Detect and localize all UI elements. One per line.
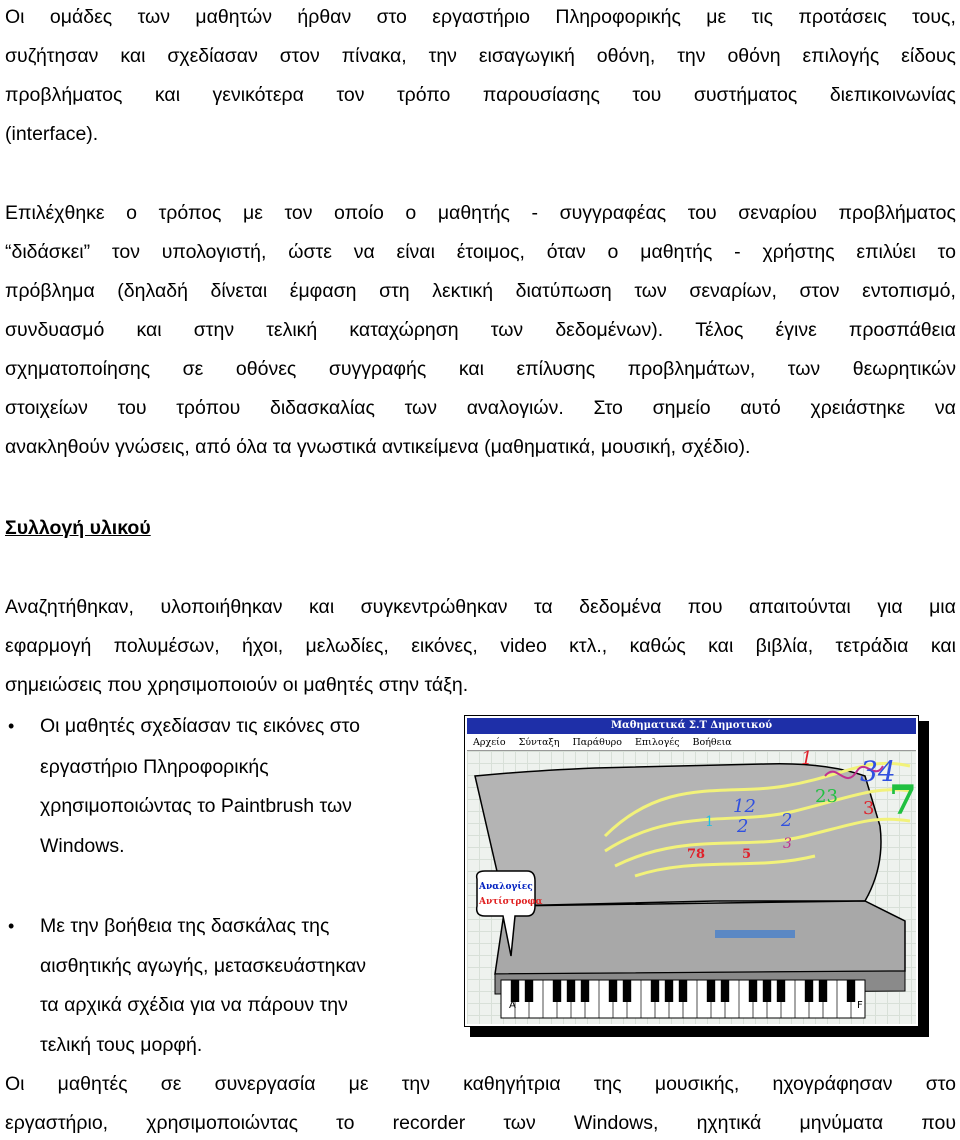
- word: εργαστήριο,: [5, 1112, 109, 1134]
- word: ήρθαν: [297, 6, 352, 28]
- para3-line: [5, 634, 956, 658]
- word: “διδάσκει”: [5, 241, 91, 263]
- word: παρουσίασης: [482, 84, 600, 106]
- word: μαθητές: [57, 1073, 128, 1095]
- word: σε: [182, 358, 204, 380]
- para2-line: ανακληθούν γνώσεις, από όλα τα γνωστικά αντικείμενα (μαθηματικά, μουσική, σχέδιο).: [5, 436, 751, 458]
- note-number: 1: [801, 748, 813, 769]
- word: είναι: [396, 241, 435, 263]
- word: διεπικοινωνίας: [829, 84, 956, 106]
- word: στο: [376, 6, 407, 28]
- word: είδους: [901, 45, 956, 67]
- word: σεναρίων,: [689, 280, 777, 302]
- word: χρήστης: [762, 241, 835, 263]
- note-number: 2: [737, 816, 749, 837]
- word: τις: [751, 6, 774, 28]
- para2-line: [5, 240, 956, 264]
- black-key: [805, 980, 813, 1002]
- word: προβλήματος: [5, 84, 123, 106]
- word: και: [930, 635, 956, 657]
- menu-item-edit: Σύνταξη: [518, 737, 560, 748]
- word: προβλήματος: [838, 202, 956, 224]
- word: του: [117, 397, 147, 419]
- para2-line: [5, 357, 956, 381]
- word: ο: [405, 202, 417, 224]
- word: καταχώρηση: [349, 319, 459, 341]
- word: ήχοι,: [242, 635, 284, 657]
- black-key: [777, 980, 785, 1002]
- para3-line: σημειώσεις που χρησιμοποιούν οι μαθητές στην τάξη.: [5, 674, 469, 696]
- word: ώστε: [288, 241, 332, 263]
- word: γενικότερα: [212, 84, 304, 106]
- word: οθόνη,: [596, 45, 656, 67]
- bullet-text-line: τα αρχικά σχέδια για να πάρουν την: [40, 994, 348, 1016]
- word: -: [531, 202, 539, 224]
- word: και: [120, 45, 146, 67]
- word: χρειάστηκε: [810, 397, 906, 419]
- word: πολυμέσων,: [113, 635, 220, 657]
- word: βιβλία,: [755, 635, 814, 657]
- black-key: [819, 980, 827, 1002]
- word: επιλογής: [802, 45, 880, 67]
- word: σε: [160, 1073, 182, 1095]
- word: τετράδια: [835, 635, 909, 657]
- black-key: [553, 980, 561, 1002]
- bullet-text-line: χρησιμοποιώντας το Paintbrush των: [40, 795, 352, 817]
- bubble-label: Αναλογίες: [479, 882, 533, 892]
- word: οποίο: [334, 202, 384, 224]
- word: Οι: [5, 6, 25, 28]
- black-key: [763, 980, 771, 1002]
- word: τον: [111, 241, 140, 263]
- word: έμφαση: [289, 280, 357, 302]
- word: εικόνες,: [411, 635, 478, 657]
- black-key: [567, 980, 575, 1002]
- section-heading: Συλλογή υλικού: [5, 517, 151, 539]
- word: στη: [379, 280, 410, 302]
- word: εργαστήριο: [432, 6, 530, 28]
- word: αναλογιών.: [466, 397, 564, 419]
- word: ηχογράφησαν: [772, 1073, 893, 1095]
- word: συγγραφέας: [559, 202, 667, 224]
- black-key: [623, 980, 631, 1002]
- word: τον: [336, 84, 365, 106]
- word: μουσικής,: [654, 1073, 740, 1095]
- word: στον: [279, 45, 320, 67]
- intro-line: [5, 83, 956, 107]
- word: των: [490, 319, 524, 341]
- word: και: [136, 319, 162, 341]
- bullet-marker: •: [8, 716, 15, 736]
- black-key: [651, 980, 659, 1002]
- word: κτλ.,: [569, 635, 608, 657]
- word: των: [404, 397, 437, 419]
- key-label: A: [509, 1000, 516, 1011]
- piano-illustration: [465, 716, 918, 1026]
- word: στο: [925, 1073, 956, 1095]
- word: των: [503, 1112, 536, 1134]
- word: έτοιμος,: [456, 241, 525, 263]
- word: πίνακα,: [341, 45, 407, 67]
- bullet-text-line: Με την βοήθεια της δασκάλας της: [40, 915, 330, 937]
- word: μια: [929, 596, 956, 618]
- word: με: [348, 1073, 369, 1095]
- word: που: [687, 596, 723, 618]
- word: το: [336, 1112, 355, 1134]
- word: συνδυασμό: [5, 319, 105, 341]
- word: μαθητής: [437, 202, 510, 224]
- word: στοιχείων: [5, 397, 88, 419]
- word: όταν: [546, 241, 586, 263]
- word: απαιτούνται: [748, 596, 851, 618]
- word: ο: [126, 202, 138, 224]
- word: υλοποιήθηκαν: [160, 596, 283, 618]
- word: ομάδες: [49, 6, 113, 28]
- menu-item-file: Αρχείο: [473, 737, 506, 748]
- word: συστήματος: [693, 84, 798, 106]
- caption-strip: [715, 930, 795, 938]
- black-key: [665, 980, 673, 1002]
- black-key: [721, 980, 729, 1002]
- word: λεκτική: [432, 280, 494, 302]
- word: δεδομένων).: [555, 319, 664, 341]
- word: του: [632, 84, 662, 106]
- word: υπολογιστή,: [161, 241, 267, 263]
- word: να: [353, 241, 375, 263]
- word: ο: [607, 241, 619, 263]
- para3-line: [5, 595, 956, 619]
- black-key: [609, 980, 617, 1002]
- menu-item-options: Επιλογές: [634, 737, 680, 748]
- bullet-text-line: Windows.: [40, 835, 125, 857]
- menu-item-help: Βοήθεια: [692, 737, 732, 748]
- note-number: 1: [705, 814, 714, 830]
- bullet-text-line: τελική τους μορφή.: [40, 1034, 203, 1056]
- word: μηνύματα: [799, 1112, 884, 1134]
- intro-line: [5, 44, 956, 68]
- word: recorder: [392, 1112, 466, 1134]
- word: οθόνη: [727, 45, 781, 67]
- word: συζήτησαν: [5, 45, 99, 67]
- word: χρησιμοποιώντας: [146, 1112, 299, 1134]
- word: καθηγήτρια: [463, 1073, 561, 1095]
- word: την: [677, 45, 706, 67]
- word: συγκεντρώθηκαν: [360, 596, 508, 618]
- word: video: [500, 635, 547, 657]
- word: σχηματοποίησης: [5, 358, 151, 380]
- word: προτάσεις: [798, 6, 887, 28]
- note-number: 3: [783, 836, 792, 852]
- word: συγγραφής: [328, 358, 427, 380]
- word: οθόνες: [235, 358, 297, 380]
- word: του: [687, 202, 717, 224]
- word: σημείο: [652, 397, 711, 419]
- para2-line: [5, 318, 956, 342]
- black-key: [511, 980, 519, 1002]
- key-label: F: [857, 1000, 863, 1011]
- word: σχεδίασαν: [167, 45, 258, 67]
- word: με: [242, 202, 263, 224]
- note-number: 23: [815, 786, 838, 807]
- word: των: [634, 280, 667, 302]
- word: στην: [193, 319, 235, 341]
- word: δεδομένα: [579, 596, 662, 618]
- word: και: [458, 358, 484, 380]
- menu-item-window: Παράθυρο: [572, 737, 622, 748]
- word: το: [937, 241, 956, 263]
- word: τρόπου: [176, 397, 241, 419]
- word: μαθητών: [195, 6, 272, 28]
- word: επιλύει: [856, 241, 916, 263]
- note-number: 12: [733, 796, 756, 817]
- word: εφαρμογή: [5, 635, 92, 657]
- word: προσπάθεια: [848, 319, 956, 341]
- app-screenshot-figure: [464, 715, 923, 1031]
- word: με: [706, 6, 727, 28]
- word: (δηλαδή: [117, 280, 188, 302]
- word: Στο: [593, 397, 623, 419]
- bullet-text-line: εργαστήριο Πληροφορικής: [40, 756, 269, 778]
- word: την: [428, 45, 457, 67]
- word: τρόπο: [396, 84, 451, 106]
- note-number: 34: [860, 755, 896, 788]
- word: Αναζητήθηκαν,: [5, 596, 134, 618]
- word: ηχητικά: [696, 1112, 762, 1134]
- word: πρόβλημα: [5, 280, 95, 302]
- word: τελική: [266, 319, 318, 341]
- word: και: [708, 635, 734, 657]
- note-number: 78: [687, 847, 706, 862]
- word: -: [734, 241, 741, 263]
- note-number: 2: [781, 810, 793, 831]
- word: έγινε: [775, 319, 817, 341]
- black-key: [847, 980, 855, 1002]
- intro-line: (interface).: [5, 123, 99, 145]
- app-title-bar: Μαθηματικά Σ.Τ Δημοτικού: [467, 718, 916, 734]
- para2-line: [5, 396, 956, 420]
- para4-line: [5, 1072, 956, 1096]
- word: των: [787, 358, 821, 380]
- black-key: [525, 980, 533, 1002]
- word: που: [921, 1112, 956, 1134]
- bullet-text-line: Οι μαθητές σχεδίασαν τις εικόνες στο: [40, 715, 361, 737]
- word: τον: [284, 202, 313, 224]
- word: μαθητής: [640, 241, 713, 263]
- bubble-label: Αντίστροφα: [479, 897, 543, 907]
- word: σεναρίου: [738, 202, 817, 224]
- black-key: [707, 980, 715, 1002]
- word: εισαγωγική: [478, 45, 575, 67]
- note-number: 3: [863, 798, 875, 819]
- word: να: [934, 397, 956, 419]
- word: μελωδίες,: [305, 635, 389, 657]
- word: καθώς: [629, 635, 686, 657]
- word: εντοπισμό,: [862, 280, 956, 302]
- word: την: [401, 1073, 431, 1095]
- word: Τέλος: [695, 319, 744, 341]
- word: Πληροφορικής: [555, 6, 681, 28]
- bullet-marker: •: [8, 916, 15, 936]
- word: θεωρητικών: [852, 358, 956, 380]
- word: διατύπωση: [515, 280, 612, 302]
- word: τρόπος: [158, 202, 222, 224]
- word: των: [137, 6, 170, 28]
- word: συνεργασία: [214, 1073, 316, 1095]
- word: αυτό: [740, 397, 781, 419]
- note-number: 7: [889, 777, 917, 824]
- word: τους,: [912, 6, 956, 28]
- note-number: 5: [742, 847, 752, 862]
- black-key: [581, 980, 589, 1002]
- app-window: [464, 715, 919, 1027]
- para2-line: [5, 279, 956, 303]
- word: προβλημάτων,: [627, 358, 756, 380]
- word: Επιλέχθηκε: [5, 202, 105, 224]
- word: Οι: [5, 1073, 25, 1095]
- piano-body: [495, 901, 905, 974]
- word: της: [593, 1073, 622, 1095]
- word: Windows,: [573, 1112, 659, 1134]
- word: διδασκαλίας: [269, 397, 375, 419]
- word: για: [877, 596, 903, 618]
- intro-line: [5, 5, 956, 29]
- para2-line: [5, 201, 956, 225]
- word: επίλυσης: [516, 358, 596, 380]
- word: και: [309, 596, 335, 618]
- word: δίνεται: [210, 280, 268, 302]
- word: στον: [799, 280, 840, 302]
- word: τα: [533, 596, 553, 618]
- black-key: [679, 980, 687, 1002]
- bullet-text-line: αισθητικής αγωγής, μετασκευάστηκαν: [40, 955, 367, 977]
- para4-line: [5, 1111, 956, 1135]
- word: και: [154, 84, 181, 106]
- black-key: [749, 980, 757, 1002]
